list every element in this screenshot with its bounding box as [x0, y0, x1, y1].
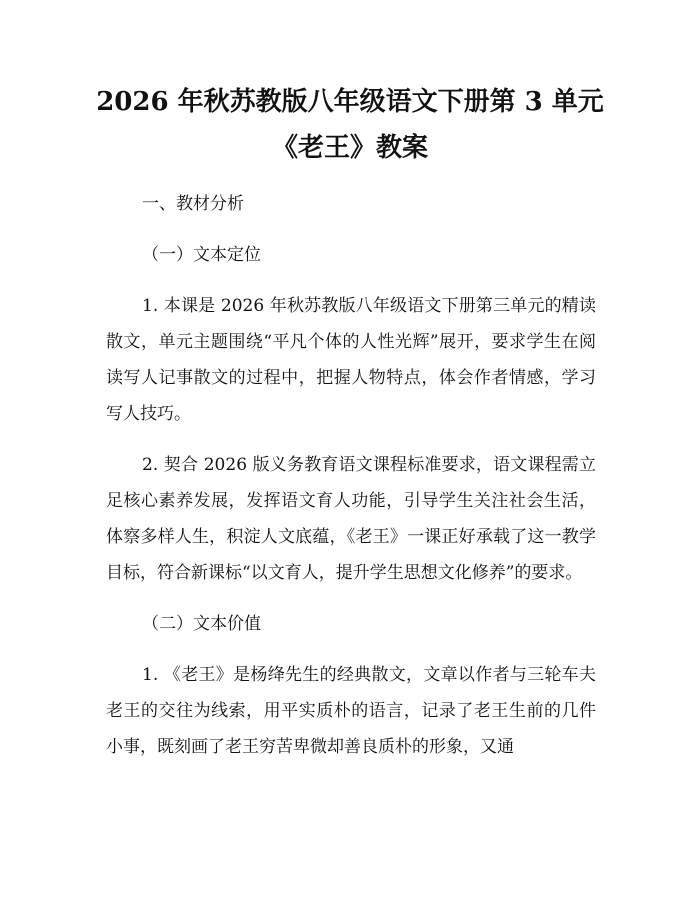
document-title-line2: 《老王》教案 — [271, 133, 428, 163]
subsection-heading-text-positioning: （一）文本定位 — [142, 245, 261, 265]
subsection-heading-text-value: （二）文本价值 — [142, 614, 261, 634]
section-heading-textbook-analysis: 一、教材分析 — [142, 194, 244, 214]
paragraph-1: 1. 本课是 2026 年秋苏教版八年级语文下册第三单元的精读散文，单元主题围绕“平凡个体的人性光辉”展开，要求学生在阅读写人记事散文的过程中，把握人物特点，体会作者情感，学习写人技巧。 — [106, 296, 596, 424]
paragraph-2: 2. 契合 2026 版义务教育语文课程标准要求，语文课程需立足核心素养发展，发挥语文育人功能，引导学生关注社会生活，体察多样人生，积淀人文底蕴，《老王》一课正好承载了这一教学目标，符合新课标“以文育人，提升学生思想文化修养”的要求。 — [106, 455, 596, 583]
paragraph-3: 1. 《老王》是杨绛先生的经典散文，文章以作者与三轮车夫老王的交往为线索，用平实质朴的语言，记录了老王生前的几件小事，既刻画了老王穷苦卑微却善良质朴的形象，又通 — [106, 665, 596, 757]
document-title-line1: 2026 年秋苏教版八年级语文下册第 3 单元 — [96, 87, 604, 117]
document-body — [106, 186, 596, 780]
